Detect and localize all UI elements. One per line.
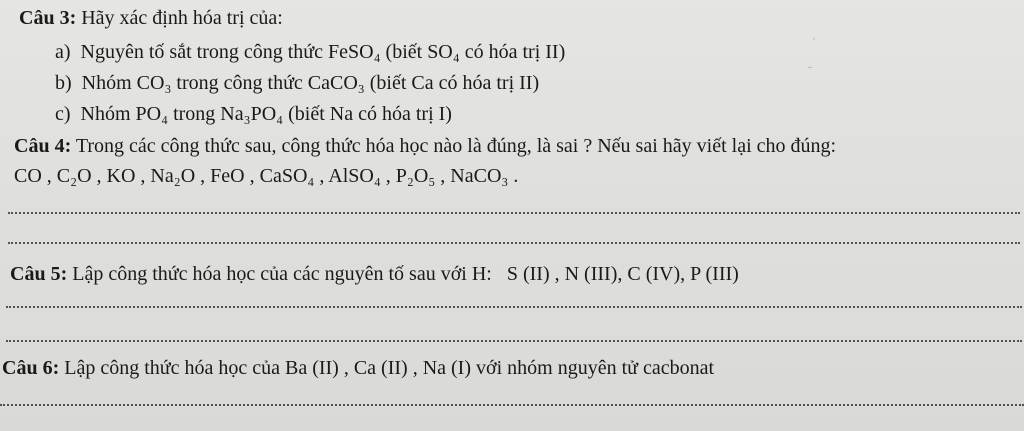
q6-line [2, 356, 714, 380]
q4-formulas: CO , C₂O , KO , Na₂O , FeO , CaSO₄ , AlSO₄ , P₂O₅ , NaCO₃ . [14, 165, 519, 187]
q6-text: Lập công thức hóa học của Ba (II) , Ca (II) , Na (I) với nhóm nguyên tử cacbonat [64, 357, 715, 379]
q3-line [19, 6, 283, 30]
q5-text: Lập công thức hóa học của các nguyên tố sau với H: S (II) , N (III), C (IV), P (III) [72, 263, 739, 285]
answer-line [0, 404, 1024, 406]
pencil-mark: ˙ [812, 35, 816, 49]
answer-line [6, 306, 1022, 308]
q3-item-a: a) Nguyên tố sắt trong công thức FeSO₄ (biết SO₄ có hóa trị II) [55, 41, 566, 63]
q3-heading: Câu 3: [19, 7, 77, 29]
q3-item-b: b) Nhóm CO₃ trong công thức CaCO₃ (biết Ca có hóa trị II) [55, 72, 540, 94]
q6-heading: Câu 6: [2, 357, 60, 379]
q4-heading: Câu 4: [14, 135, 72, 157]
q4-line [14, 134, 836, 158]
answer-line [8, 242, 1020, 244]
q3-item-c: c) Nhóm PO₄ trong Na₃PO₄ (biết Na có hóa trị I) [55, 103, 452, 125]
answer-line [8, 212, 1020, 214]
answer-line [6, 340, 1022, 342]
pencil-mark: ¨ [808, 63, 812, 77]
q3-text: Hãy xác định hóa trị của: [81, 7, 283, 29]
q4-text: Trong các công thức sau, công thức hóa học nào là đúng, là sai ? Nếu sai hãy viết lại cho đúng: [75, 135, 837, 157]
q5-heading: Câu 5: [10, 263, 68, 285]
q5-line [10, 262, 739, 286]
